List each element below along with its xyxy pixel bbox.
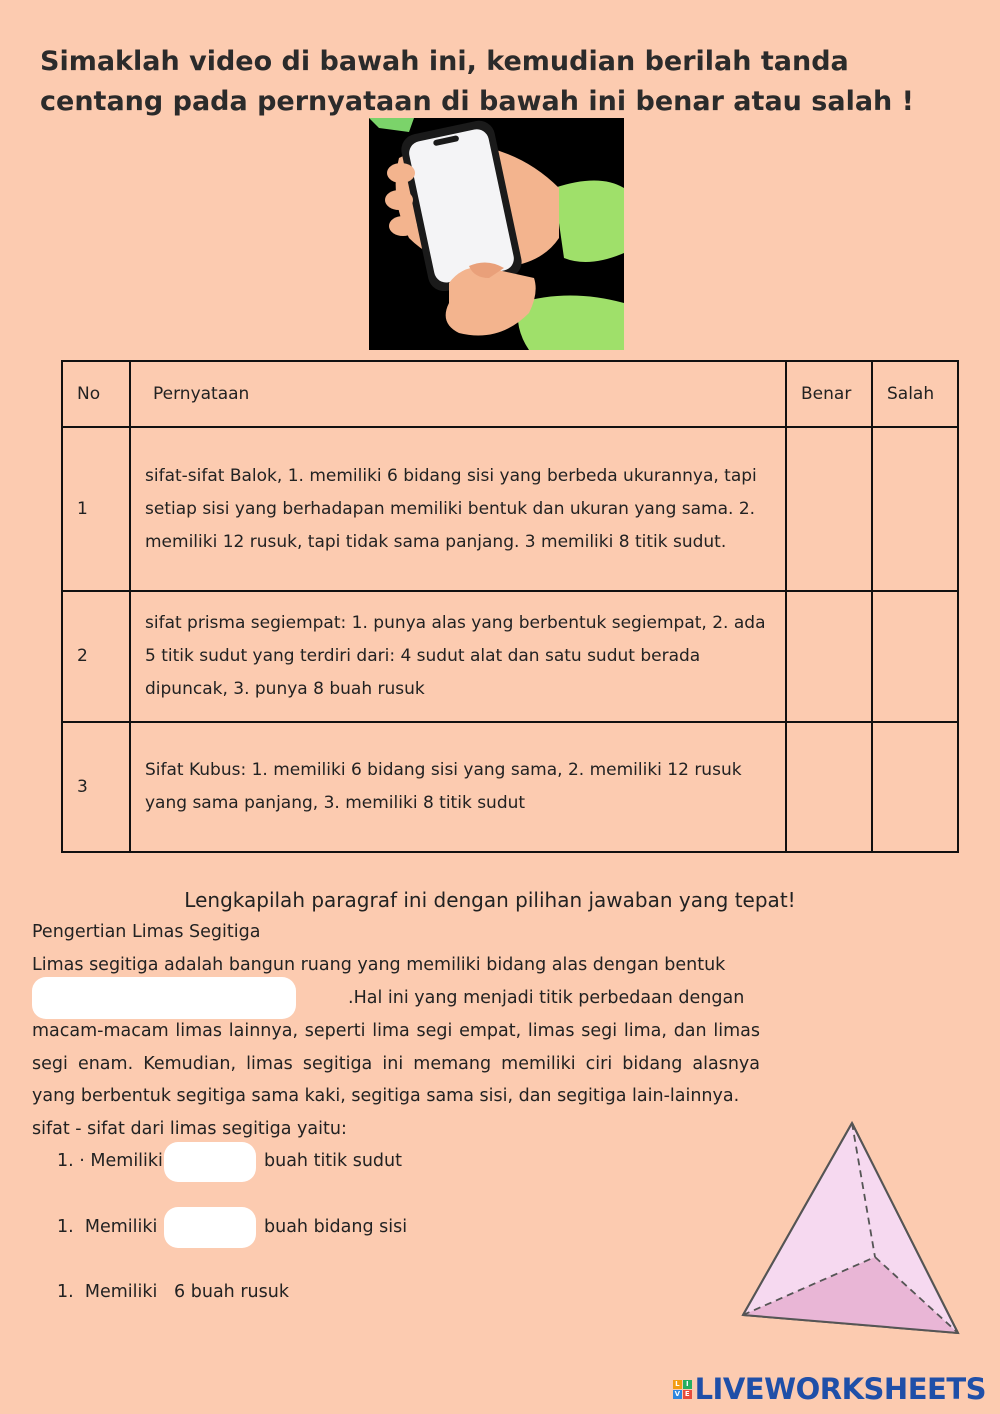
- list-number: 1. ·: [57, 1151, 85, 1171]
- header-no: No: [62, 361, 130, 427]
- logo-mark-icon: L I V E: [673, 1380, 692, 1399]
- liveworksheets-logo: [673, 1372, 986, 1406]
- true-check-cell[interactable]: [786, 722, 872, 852]
- row-number: 2: [62, 591, 130, 722]
- list-item: [57, 1151, 163, 1171]
- list-suffix: buah bidang sisi: [264, 1217, 408, 1237]
- table-row: [62, 427, 958, 591]
- paragraph-line-1: Limas segitiga adalah bangun ruang yang memiliki bidang alas dengan bentuk: [32, 955, 726, 975]
- list-item: [57, 1217, 157, 1237]
- paragraph-line-5: yang berbentuk segitiga sama kaki, segitiga sama sisi, dan segitiga lain-lainnya.: [32, 1086, 740, 1106]
- header-true: Benar: [786, 361, 872, 427]
- page-title: Simaklah video di bawah ini, kemudian berilah tanda centang pada pernyataan di bawah ini benar atau salah !: [40, 46, 914, 117]
- row-number: 1: [62, 427, 130, 591]
- statement-table: [61, 360, 959, 853]
- list-item: [57, 1282, 289, 1302]
- row-statement: Sifat Kubus: 1. memiliki 6 bidang sisi yang sama, 2. memiliki 12 rusuk yang sama panjang, 3. memiliki 8 titik sudut: [130, 722, 786, 852]
- hand-holding-phone-icon: [369, 118, 624, 350]
- list-number: 1.: [57, 1217, 74, 1237]
- false-check-cell[interactable]: [872, 591, 958, 722]
- section-heading: Lengkapilah paragraf ini dengan pilihan jawaban yang tepat!: [184, 888, 796, 912]
- paragraph-line-3: macam-macam limas lainnya, seperti lima segi empat, limas segi lima, dan limas: [32, 1021, 760, 1041]
- video-thumbnail[interactable]: [369, 118, 624, 350]
- table-row: [62, 591, 958, 722]
- vertex-count-input[interactable]: [164, 1142, 256, 1182]
- false-check-cell[interactable]: [872, 427, 958, 591]
- face-count-input[interactable]: [164, 1207, 256, 1248]
- row-number: 3: [62, 722, 130, 852]
- list-prefix: Memiliki: [90, 1151, 163, 1171]
- table-row: [62, 722, 958, 852]
- triangular-pyramid-illustration: [735, 1115, 967, 1343]
- header-statement: Pernyataan: [130, 361, 786, 427]
- header-false: Salah: [872, 361, 958, 427]
- brand-name: LIVEWORKSHEETS: [694, 1372, 986, 1406]
- row-statement: sifat prisma segiempat: 1. punya alas yang berbentuk segiempat, 2. ada 5 titik sudut yang terdiri dari: 4 sudut alat dan satu sudut berada dipuncak, 3. punya 8 buah rusuk: [130, 591, 786, 722]
- list-suffix: buah titik sudut: [264, 1151, 402, 1171]
- list-suffix: 6 buah rusuk: [174, 1282, 289, 1302]
- false-check-cell[interactable]: [872, 722, 958, 852]
- list-prefix: Memiliki: [84, 1217, 158, 1237]
- true-check-cell[interactable]: [786, 591, 872, 722]
- paragraph-subtitle: Pengertian Limas Segitiga: [32, 922, 261, 942]
- list-number: 1.: [57, 1282, 74, 1302]
- true-check-cell[interactable]: [786, 427, 872, 591]
- paragraph-line-6: sifat - sifat dari limas segitiga yaitu:: [32, 1119, 347, 1139]
- row-statement: sifat-sifat Balok, 1. memiliki 6 bidang sisi yang berbeda ukurannya, tapi setiap sisi yang berhadapan memiliki bentuk dan ukuran yang sama. 2. memiliki 12 rusuk, tapi tidak sama panjang. 3 memiliki 8 titik sudut.: [130, 427, 786, 591]
- base-shape-answer-input[interactable]: [32, 977, 296, 1019]
- paragraph-line-2: .Hal ini yang menjadi titik perbedaan dengan: [348, 988, 745, 1008]
- list-prefix: Memiliki: [84, 1282, 158, 1302]
- table-header-row: [62, 361, 958, 427]
- paragraph-line-4: segi enam. Kemudian, limas segitiga ini memang memiliki ciri bidang alasnya: [32, 1054, 760, 1074]
